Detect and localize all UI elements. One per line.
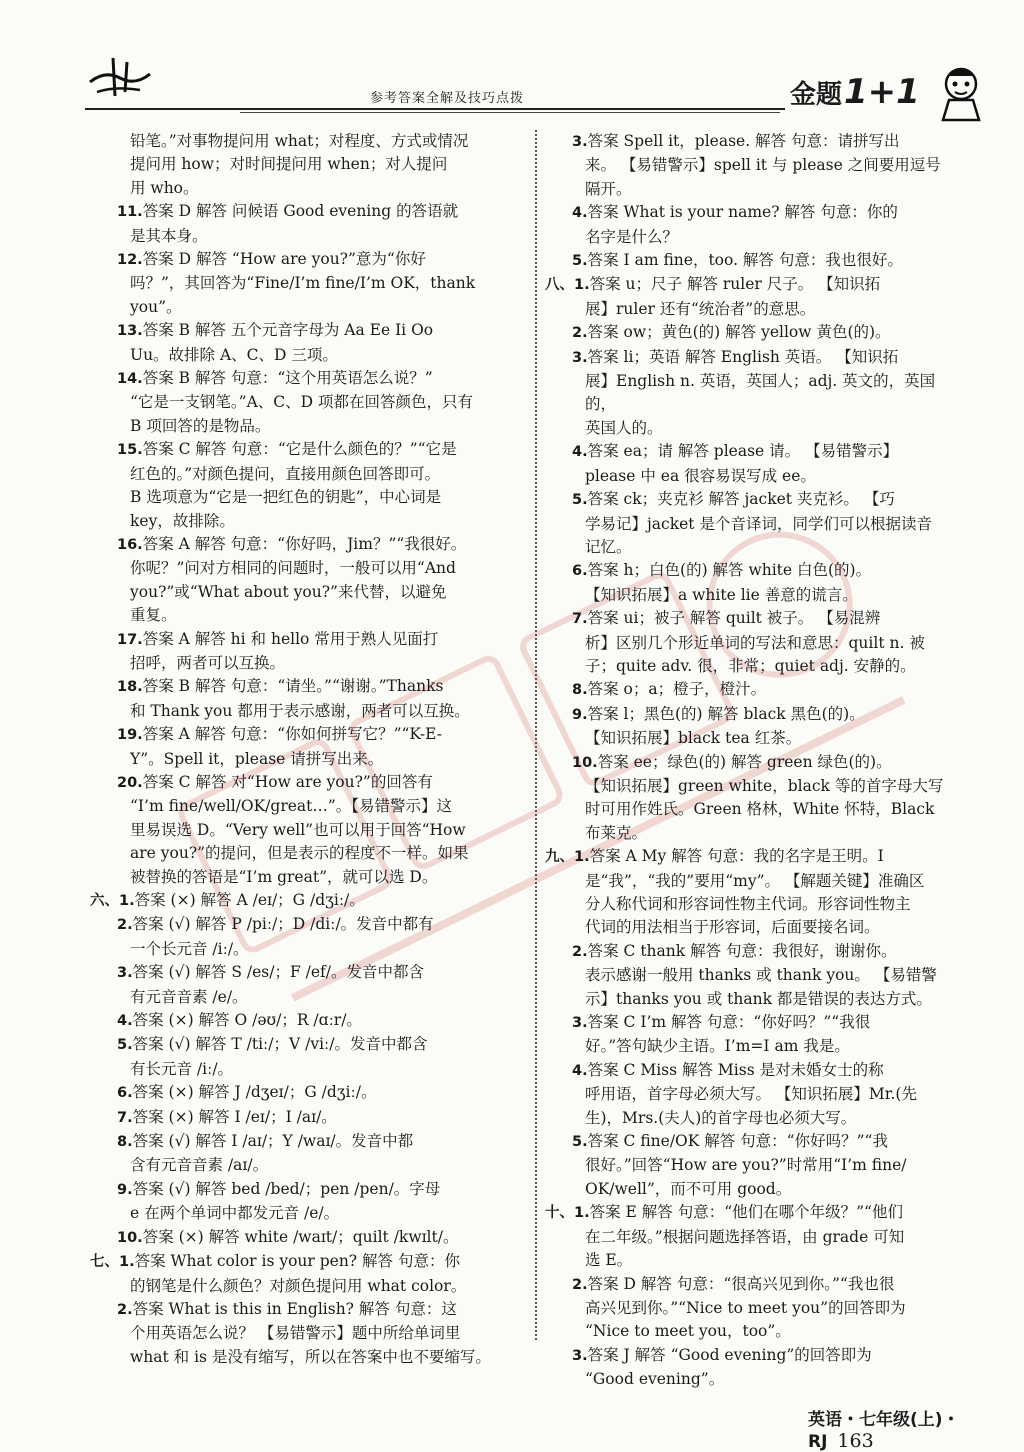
item-number: 3. <box>117 965 133 982</box>
answer-text: 重复。 <box>130 606 177 625</box>
answer-text: B 项回答的是物品。 <box>130 416 271 435</box>
header-rule-thin <box>240 112 780 113</box>
answer-text: OK/well”，而不可用 good。 <box>585 1179 792 1198</box>
answer-line-continuation <box>545 916 945 939</box>
item-number: 4. <box>572 444 588 461</box>
answer-line-continuation <box>545 226 945 249</box>
answer-text: 答案 (√) 解答 bed /bed/；pen /pen/。字母 <box>132 1179 441 1198</box>
answer-item <box>90 438 520 462</box>
answer-line-continuation <box>90 130 520 153</box>
answer-item <box>545 130 945 154</box>
answer-text: 含有元音音素 /aɪ/。 <box>130 1156 269 1175</box>
answer-text: 很好。”回答“How are you?”时常用“I’m fine/ <box>585 1156 907 1175</box>
answer-item <box>545 201 945 225</box>
answer-text: 答案 (√) 解答 P /piː/；D /diː/。发音中都有 <box>132 915 434 934</box>
item-number: 十、1. <box>545 1205 590 1222</box>
item-number: 4. <box>572 205 588 222</box>
answer-text: 答案 h；白色(的) 解答 white 白色(的)。 <box>587 561 872 580</box>
answer-line-continuation <box>545 465 945 488</box>
answer-line-continuation <box>545 775 945 798</box>
answer-text: 展】English n. 英语，英国人；adj. 英文的，英国的， <box>585 372 936 414</box>
answer-line-continuation <box>90 866 520 889</box>
answer-line-continuation <box>90 296 520 319</box>
answer-text: 记忆。 <box>585 537 632 556</box>
answer-text: 答案 B 解答 句意：“这个用英语怎么说？” <box>142 369 433 388</box>
answer-line-continuation <box>90 153 520 176</box>
answer-text: 是其本身。 <box>130 226 208 245</box>
answer-text: 里易误选 D。“Very well”也可以用于回答“How <box>130 820 466 839</box>
answer-text: 红色的。”对颜色提问，直接用颜色回答即可。 <box>130 464 441 483</box>
answer-item <box>90 1130 520 1154</box>
answer-item <box>90 961 520 985</box>
answer-line-continuation <box>545 1035 945 1058</box>
answer-item <box>545 1130 945 1154</box>
answer-text: key，故排除。 <box>130 511 235 530</box>
answer-text: 答案 C 解答 对“How are you?”的回答有 <box>142 772 433 791</box>
answer-line-continuation <box>545 988 945 1011</box>
answer-item <box>545 1011 945 1035</box>
answer-text: Uu。故排除 A、C、D 三项。 <box>130 345 338 364</box>
answer-item <box>90 1106 520 1130</box>
answer-text: “I’m fine/well/OK/great…”。【易错警示】这 <box>130 797 453 816</box>
answer-line-continuation <box>90 652 520 675</box>
answer-line-continuation <box>545 964 945 987</box>
answer-line-continuation <box>90 557 520 580</box>
answer-item <box>90 913 520 937</box>
answer-column-left <box>90 130 520 1369</box>
item-number: 8. <box>117 1134 133 1151</box>
item-number: 7. <box>117 1109 133 1126</box>
answer-text: 是“我”，“我的”要用“my”。 【解题关键】准确区 <box>585 871 925 890</box>
answer-text: 答案 J 解答 “Good evening”的回答即为 <box>587 1345 872 1364</box>
answer-line-continuation <box>545 513 945 536</box>
answer-item <box>545 845 945 869</box>
brand-prefix: 金题 <box>790 80 843 110</box>
answer-text: 答案 li；英语 解答 English 英语。 【知识拓 <box>587 347 899 366</box>
item-number: 六、1. <box>90 893 135 909</box>
answer-text: 英国人的。 <box>585 418 663 437</box>
answer-item <box>90 628 520 652</box>
item-number: 10. <box>117 1229 143 1246</box>
answer-line-continuation <box>545 370 945 417</box>
answer-text: 析】区别几个形近单词的写法和意思：quilt n. 被 <box>585 633 925 652</box>
answer-item <box>545 678 945 702</box>
answer-item <box>545 1201 945 1225</box>
answer-text: 学易记】jacket 是个音译词，同学们可以根据读音 <box>585 514 932 533</box>
answer-item <box>545 346 945 370</box>
answer-text: 时可用作姓氏。Green 格林，White 怀特，Black <box>585 800 935 819</box>
answer-text: 答案 C I’m 解答 句意：“你好吗？”“我很 <box>587 1013 871 1032</box>
answer-item <box>90 1250 520 1274</box>
answer-line-continuation <box>545 1107 945 1130</box>
answer-line-continuation <box>90 986 520 1009</box>
answer-item <box>90 723 520 747</box>
answer-text: Y”。Spell it，please 请拼写出来。 <box>130 749 384 768</box>
answer-text: 答案 D 解答 句意：“很高兴见到你。”“我也很 <box>587 1274 895 1293</box>
answer-text: 代词的用法相当于形容词，后面要接名词。 <box>585 918 880 937</box>
answer-line-continuation <box>90 225 520 248</box>
answer-text: 子；quite adv. 很，非常；quiet adj. 安静的。 <box>585 656 916 675</box>
answer-line-continuation <box>90 1322 520 1345</box>
answer-text: 个用英语怎么说？ 【易错警示】题中所给单词里 <box>130 1324 461 1343</box>
answer-text: 分人称代词和形容词性物主代词。形容词性物主 <box>585 895 911 913</box>
answer-text: 答案 C thank 解答 句意：我很好，谢谢你。 <box>587 941 897 960</box>
answer-line-continuation <box>90 1275 520 1298</box>
answer-text: 一个长元音 /iː/。 <box>130 939 249 958</box>
answer-line-continuation <box>90 938 520 961</box>
page-footer <box>808 1405 1024 1452</box>
answer-text: 示】thanks you 或 thank 都是错误的表达方式。 <box>585 989 932 1008</box>
answer-text: 答案 (×) 解答 J /dʒeɪ/；G /dʒiː/。 <box>132 1083 377 1102</box>
answer-text: 答案 (√) 解答 S /es/；F /ef/。发音中都含 <box>132 963 425 982</box>
answer-line-continuation <box>90 700 520 723</box>
answer-line-continuation <box>545 584 945 607</box>
answer-item <box>90 319 520 343</box>
answer-text: 来。 【易错警示】spell it 与 please 之间要用逗号 <box>585 156 941 175</box>
answer-item <box>545 249 945 273</box>
answer-line-continuation <box>90 510 520 533</box>
item-number: 6. <box>572 563 588 580</box>
answer-text: “Good evening”。 <box>585 1370 725 1389</box>
answer-item <box>545 1344 945 1368</box>
answer-line-continuation <box>545 536 945 559</box>
item-number: 3. <box>572 349 588 366</box>
item-number: 5. <box>572 492 588 509</box>
item-number: 14. <box>117 371 143 388</box>
answer-text: 【知识拓展】green white，black 等的首字母大写 <box>585 776 944 795</box>
answer-column-right <box>545 130 945 1392</box>
footer-subject: 英语・七年级(上)・RJ <box>808 1410 960 1452</box>
answer-item <box>545 273 945 297</box>
answer-item <box>90 1009 520 1033</box>
answer-text: 有长元音 /iː/。 <box>130 1059 234 1078</box>
answer-text: you”。 <box>130 297 182 316</box>
answer-line-continuation <box>90 486 520 509</box>
answer-text: 答案 ck；夹克衫 解答 jacket 夹克衫。 【巧 <box>587 490 895 509</box>
item-number: 15. <box>117 442 143 459</box>
answer-line-continuation <box>545 154 945 177</box>
item-number: 5. <box>572 1134 588 1151</box>
answer-text: 的钢笔是什么颜色？对颜色提问用 what color。 <box>130 1276 467 1295</box>
answer-line-continuation <box>545 655 945 678</box>
answer-text: 被替换的答语是“I’m great”，就可以选 D。 <box>130 867 438 886</box>
answer-text: 用 who。 <box>130 178 199 197</box>
item-number: 2. <box>117 917 133 934</box>
answer-text: 名字是什么？ <box>585 227 679 246</box>
answer-text: 展】ruler 还有“统治者”的意思。 <box>585 299 816 318</box>
item-number: 6. <box>117 1085 133 1102</box>
answer-text: 答案 A 解答 hi 和 hello 常用于熟人见面打 <box>142 629 439 648</box>
answer-line-continuation <box>90 415 520 438</box>
answer-text: 答案 (√) 解答 I /aɪ/；Y /waɪ/。发音中都 <box>132 1132 414 1151</box>
item-number: 5. <box>117 1037 133 1054</box>
answer-line-continuation <box>545 727 945 750</box>
answer-text: 答案 (×) 解答 O /əʊ/；R /ɑːr/。 <box>132 1011 362 1030</box>
item-number: 7. <box>572 611 588 628</box>
answer-item <box>90 1081 520 1105</box>
answer-line-continuation <box>90 604 520 627</box>
answer-text: 选 E。 <box>585 1251 633 1270</box>
answer-text: 答案 What color is your pen? 解答 句意：你 <box>134 1252 460 1271</box>
answer-line-continuation <box>545 1178 945 1201</box>
answer-text: 答案 ui；被子 解答 quilt 被子。 【易混辨 <box>587 609 881 628</box>
answer-line-continuation <box>545 870 945 893</box>
answer-item <box>545 940 945 964</box>
mascot-icon <box>935 62 987 124</box>
answer-line-continuation <box>545 632 945 655</box>
answer-item <box>545 1273 945 1297</box>
page-number: 163 <box>837 1430 874 1452</box>
answer-item <box>90 1226 520 1250</box>
item-number: 9. <box>572 706 588 723</box>
answer-line-continuation <box>545 1368 945 1391</box>
answer-text: 你呢？”问对方相同的问题时，一般可以用“And <box>130 559 456 578</box>
answer-item <box>90 1033 520 1057</box>
item-number: 20. <box>117 774 143 791</box>
answer-text: 答案 C 解答 句意：“它是什么颜色的？”“它是 <box>142 440 457 459</box>
answer-line-continuation <box>90 344 520 367</box>
answer-text: 和 Thank you 都用于表示感谢，两者可以互换。 <box>130 701 470 720</box>
answer-text: 答案 (×) 解答 A /eɪ/；G /dʒiː/。 <box>134 891 365 909</box>
answer-item <box>90 675 520 699</box>
answer-line-continuation <box>545 1249 945 1272</box>
answer-item <box>90 533 520 557</box>
answer-text: 吗？”，其回答为“Fine/I’m fine/I’m OK，thank <box>130 274 476 293</box>
item-number: 11. <box>117 204 143 221</box>
answer-line-continuation <box>90 842 520 865</box>
answer-text: 答案 A My 解答 句意：我的名字是王明。I <box>589 847 884 866</box>
item-number: 2. <box>572 943 588 960</box>
answer-text: 提问用 how；对时间提问用 when；对人提问 <box>130 155 448 174</box>
answer-item <box>90 1298 520 1322</box>
item-number: 18. <box>117 679 143 696</box>
answer-item <box>545 607 945 631</box>
answer-item <box>90 367 520 391</box>
answer-line-continuation <box>545 178 945 201</box>
answer-text: B 选项意为“它是一把红色的钥匙”，中心词是 <box>130 488 442 507</box>
answer-line-continuation <box>90 1346 520 1369</box>
answer-text: 布莱克。 <box>585 823 648 842</box>
item-number: 3. <box>572 134 588 150</box>
answer-text: 答案 u；尺子 解答 ruler 尺子。 【知识拓 <box>589 275 881 294</box>
answer-text: 答案 ow；黄色(的) 解答 yellow 黄色(的)。 <box>587 323 891 342</box>
answer-text: “Nice to meet you，too”。 <box>585 1322 791 1341</box>
column-divider <box>535 130 537 1340</box>
answer-item <box>545 559 945 583</box>
item-number: 13. <box>117 323 143 340</box>
answer-text: 好。”答句缺少主语。I’m=I am 我是。 <box>585 1037 850 1056</box>
answer-line-continuation <box>545 822 945 845</box>
answer-line-continuation <box>90 1202 520 1225</box>
answer-line-continuation <box>90 272 520 295</box>
answer-text: 隔开。 <box>585 179 632 198</box>
answer-text: 答案 o；a；橙子，橙汁。 <box>587 680 767 699</box>
answer-text: please 中 ea 很容易误写成 ee。 <box>585 466 816 485</box>
answer-text: 答案 l；黑色(的) 解答 black 黑色(的)。 <box>587 704 865 723</box>
answer-text: 表示感谢一般用 thanks 或 thank you。 【易错警 <box>585 966 937 985</box>
answer-item <box>90 248 520 272</box>
answer-text: 答案 ea；请 解答 please 请。 【易错警示】 <box>587 442 899 461</box>
answer-text: you?”或“What about you?”来代替，以避免 <box>130 582 447 601</box>
item-number: 10. <box>572 754 598 771</box>
answer-text: 答案 Spell it，please. 解答 句意：请拼写出 <box>587 132 900 150</box>
answer-text: 答案 (×) 解答 I /eɪ/；I /aɪ/。 <box>132 1107 337 1126</box>
item-number: 9. <box>117 1181 133 1198</box>
page-header <box>0 0 1024 120</box>
answer-text: 答案 D 解答 问候语 Good evening 的答语就 <box>142 202 459 221</box>
item-number: 4. <box>572 1062 588 1079</box>
answer-text: 答案 A 解答 句意：“你如何拼写它？”“K-E- <box>142 725 442 744</box>
answer-text: 答案 B 解答 句意：“请坐。”“谢谢。”Thanks <box>142 677 444 696</box>
item-number: 八、1. <box>545 277 590 294</box>
item-number: 3. <box>572 1347 588 1364</box>
answer-text: 答案 I am fine，too. 解答 句意：我也很好。 <box>587 251 903 270</box>
answer-text: 答案 B 解答 五个元音字母为 Aa Ee Ii Oo <box>142 321 434 340</box>
answer-text: 答案 ee；绿色(的) 解答 green 绿色(的)。 <box>597 752 892 771</box>
answer-text: 铅笔。”对事物提问用 what；对程度、方式或情况 <box>130 132 469 150</box>
answer-line-continuation <box>545 298 945 321</box>
answer-line-continuation <box>545 1154 945 1177</box>
answer-line-continuation <box>90 391 520 414</box>
answer-line-continuation <box>90 819 520 842</box>
answer-item <box>545 321 945 345</box>
answer-item <box>90 889 520 913</box>
answer-line-continuation <box>90 463 520 486</box>
answer-text: “它是一支钢笔。”A、C、D 项都在回答颜色，只有 <box>130 393 474 412</box>
answer-text: 答案 What is your name? 解答 句意：你的 <box>587 203 898 222</box>
answer-text: 答案 C Miss 解答 Miss 是对未婚女士的称 <box>587 1060 884 1079</box>
answer-item <box>545 440 945 464</box>
item-number: 2. <box>572 1276 588 1293</box>
answer-text: 答案 E 解答 句意：“他们在哪个年级？”“他们 <box>589 1203 903 1222</box>
answer-text: 答案 C fine/OK 解答 句意：“你好吗？”“我 <box>587 1132 888 1151</box>
brand-title <box>790 72 920 112</box>
answer-line-continuation <box>90 795 520 818</box>
answer-line-continuation <box>90 177 520 200</box>
item-number: 12. <box>117 252 143 269</box>
item-number: 七、1. <box>90 1254 135 1271</box>
answer-text: 【知识拓展】a white lie 善意的谎言。 <box>585 585 858 604</box>
answer-text: 答案 D 解答 “How are you?”意为“你好 <box>142 250 426 269</box>
item-number: 8. <box>572 682 588 699</box>
answer-line-continuation <box>545 893 945 916</box>
answer-line-continuation <box>90 581 520 604</box>
answer-item <box>90 1178 520 1202</box>
answer-text: 高兴见到你。”“Nice to meet you”的回答即为 <box>585 1298 906 1317</box>
header-rule <box>85 108 785 110</box>
answer-text: 答案 (×) 解答 white /waɪt/；quilt /kwɪlt/。 <box>142 1227 459 1246</box>
header-subtitle: 参考答案全解及技巧点拨 <box>370 91 525 106</box>
answer-item <box>545 703 945 727</box>
answer-line-continuation <box>90 748 520 771</box>
answer-line-continuation <box>545 1083 945 1106</box>
item-number: 九、1. <box>545 849 590 866</box>
item-number: 2. <box>572 325 588 342</box>
item-number: 3. <box>572 1015 588 1032</box>
item-number: 16. <box>117 536 143 553</box>
answer-item <box>545 1059 945 1083</box>
answer-text: 生)，Mrs.(夫人)的首字母也必须大写。 <box>585 1108 857 1127</box>
answer-text: e 在两个单词中都发元音 /e/。 <box>130 1204 340 1223</box>
brand-number: 1+1 <box>844 72 920 112</box>
answer-item <box>545 751 945 775</box>
answer-text: 有元音音素 /e/。 <box>130 987 248 1006</box>
answer-line-continuation <box>545 1320 945 1343</box>
answer-line-continuation <box>90 1154 520 1177</box>
answer-line-continuation <box>545 1297 945 1320</box>
item-number: 5. <box>572 253 588 270</box>
item-number: 17. <box>117 631 143 648</box>
answer-line-continuation <box>90 1058 520 1081</box>
answer-text: 招呼，两者可以互换。 <box>130 653 286 672</box>
item-number: 19. <box>117 727 143 744</box>
answer-line-continuation <box>545 417 945 440</box>
answer-item <box>545 488 945 512</box>
answer-text: 答案 (√) 解答 T /tiː/；V /viː/。发音中都含 <box>132 1035 428 1054</box>
publisher-logo <box>85 52 155 100</box>
answer-text: 答案 What is this in English? 解答 句意：这 <box>132 1299 457 1318</box>
answer-line-continuation <box>545 1226 945 1249</box>
answer-text: are you?”的提问，但是表示的程度不一样。如果 <box>130 844 469 863</box>
item-number: 2. <box>117 1301 133 1318</box>
answer-item <box>90 200 520 224</box>
answer-text: 在二年级。”根据问题选择答语，由 grade 可知 <box>585 1227 905 1246</box>
item-number: 4. <box>117 1013 133 1030</box>
answer-line-continuation <box>545 798 945 821</box>
answer-text: what 和 is 是没有缩写，所以在答案中也不要缩写。 <box>130 1347 491 1366</box>
answer-text: 【知识拓展】black tea 红茶。 <box>585 729 802 748</box>
answer-item <box>90 771 520 795</box>
answer-text: 呼用语，首字母必须大写。 【知识拓展】Mr.(先 <box>585 1085 917 1104</box>
answer-text: 答案 A 解答 句意：“你好吗，Jim？”“我很好。 <box>142 534 467 553</box>
